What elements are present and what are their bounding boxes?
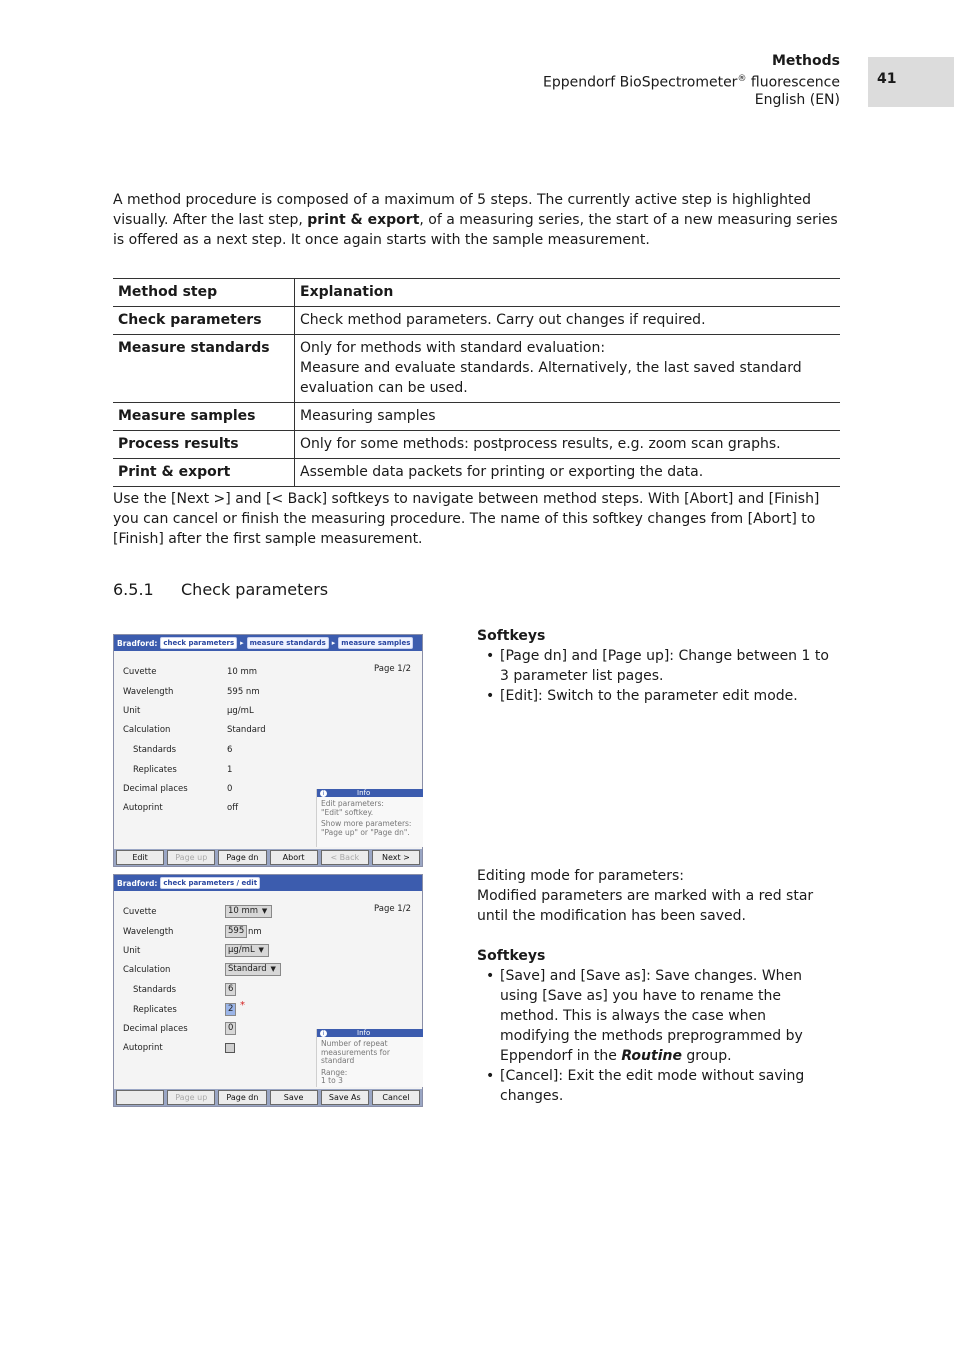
param-value: 6 (227, 745, 233, 755)
intro-paragraph (113, 190, 840, 250)
param-label: Wavelength (123, 687, 174, 697)
header-product (543, 71, 840, 92)
save-as-button[interactable]: Save As (321, 1090, 369, 1105)
param-label: Decimal places (123, 1024, 188, 1034)
list-item-text: [Save] and [Save as]: Save changes. When using [Save as] you have to rename the method. This is always the case when modifying the methods preprogrammed by Eppendorf in the (500, 968, 803, 1064)
table-row (113, 403, 840, 431)
autoprint-checkbox[interactable] (225, 1043, 235, 1053)
tab-measure-standards[interactable]: measure standards (247, 637, 329, 649)
param-label: Unit (123, 946, 141, 956)
info-icon: i (320, 1030, 327, 1037)
header-product-suffix: fluorescence (746, 74, 840, 91)
softkey-bar (114, 849, 422, 866)
softkeys-list (477, 646, 840, 706)
screenshot-check-parameters (113, 634, 423, 867)
page-number-box (868, 57, 954, 107)
next-button[interactable]: Next > (372, 850, 420, 865)
info-line: 1 to 3 (321, 1076, 343, 1085)
table-row (113, 335, 840, 403)
dropdown-arrow-icon: ▼ (270, 965, 276, 973)
info-text (321, 1069, 419, 1086)
routine-emphasis: Routine (621, 1048, 682, 1064)
param-value: 595 nm (227, 687, 260, 697)
param-label: Decimal places (123, 784, 188, 794)
list-item (477, 966, 840, 1066)
wavelength-value: 595 (228, 926, 245, 936)
unit-select[interactable] (225, 944, 269, 957)
info-panel (316, 789, 423, 847)
screen-titlebar (114, 635, 422, 651)
info-text (321, 820, 419, 837)
calculation-value: Standard (228, 964, 267, 974)
info-icon: i (320, 790, 327, 797)
param-label: Replicates (133, 1005, 177, 1015)
dropdown-arrow-icon: ▼ (261, 907, 268, 915)
standards-field[interactable] (225, 983, 236, 996)
tab-check-parameters[interactable]: check parameters (160, 637, 237, 649)
softkey-bar (114, 1089, 422, 1106)
screen-app-name: Bradford: (117, 878, 158, 888)
info-panel (316, 1029, 423, 1087)
param-label: Calculation (123, 725, 171, 735)
table-cell-step: Print & export (113, 459, 295, 487)
info-title: Info (357, 789, 371, 797)
header-language: English (EN) (754, 91, 840, 108)
unit-value: µg/mL (228, 945, 255, 955)
screenshot-edit-parameters (113, 874, 423, 1107)
save-button[interactable]: Save (270, 1090, 318, 1105)
page-indicator: Page 1/2 (374, 664, 411, 674)
edit-button[interactable]: Edit (116, 850, 164, 865)
softkeys-heading: Softkeys (477, 948, 546, 964)
screen-titlebar (114, 875, 422, 891)
table-row (113, 431, 840, 459)
param-label: Replicates (133, 765, 177, 775)
table-row (113, 459, 840, 487)
abort-button[interactable]: Abort (270, 850, 318, 865)
table-cell-step: Check parameters (113, 307, 295, 335)
info-line: Range: (321, 1067, 348, 1077)
table-cell-explanation: Assemble data packets for printing or exporting the data. (295, 459, 841, 487)
info-title: Info (357, 1029, 371, 1037)
page-up-button[interactable]: Page up (167, 850, 215, 865)
param-label: Wavelength (123, 927, 174, 937)
blank-softkey[interactable] (116, 1090, 164, 1105)
header-product-name: Eppendorf BioSpectrometer (542, 74, 738, 91)
info-line: "Edit" softkey. (321, 807, 374, 817)
standards-value: 6 (228, 984, 234, 994)
list-item: • [Edit]: Switch to the parameter edit mode. (477, 686, 840, 706)
table-header-explanation: Explanation (295, 279, 841, 307)
page-dn-button[interactable]: Page dn (218, 850, 266, 865)
calculation-select[interactable] (225, 963, 281, 976)
replicates-field[interactable] (225, 1003, 236, 1016)
list-item: • [Page dn] and [Page up]: Change between 1 to 3 parameter list pages. (477, 646, 840, 686)
param-value: 0 (227, 784, 233, 794)
table-cell-explanation: Check method parameters. Carry out changes if required. (295, 307, 841, 335)
info-header (317, 1029, 423, 1037)
method-steps-table (113, 278, 840, 487)
arrow-icon: ▸ (331, 639, 336, 647)
screen-app-name: Bradford: (117, 638, 158, 648)
param-label: Autoprint (123, 803, 163, 813)
info-line: Edit parameters: (321, 799, 384, 808)
param-value: µg/mL (227, 706, 254, 716)
softkeys-description-1 (477, 626, 840, 706)
cancel-button[interactable]: Cancel (372, 1090, 420, 1105)
section-heading (113, 580, 328, 599)
header-section: Methods (771, 53, 840, 69)
cuvette-value: 10 mm (228, 906, 259, 916)
info-line: "Page up" or "Page dn". (321, 827, 410, 837)
softkeys-list (477, 966, 840, 1106)
softkeys-description-2 (477, 866, 840, 1106)
param-label: Calculation (123, 965, 171, 975)
arrow-icon: ▸ (240, 639, 244, 647)
intro-bold: print & export (307, 212, 420, 228)
cuvette-select[interactable] (225, 905, 272, 918)
param-label: Cuvette (123, 667, 157, 677)
back-button[interactable]: < Back (321, 850, 369, 865)
param-label: Unit (123, 706, 141, 716)
info-text (321, 800, 419, 817)
dropdown-arrow-icon: ▼ (258, 946, 264, 954)
tab-check-parameters-edit[interactable]: check parameters / edit (160, 877, 260, 889)
param-value: off (227, 803, 239, 813)
table-cell-step: Measure samples (113, 403, 295, 431)
param-label: Standards (133, 985, 177, 995)
param-value: 10 mm (227, 667, 258, 677)
table-cell-explanation: Only for methods with standard evaluation: Measure and evaluate standards. Alternatively, the last saved standard evaluation can be used. (295, 335, 841, 403)
page-dn-button[interactable]: Page dn (218, 1090, 266, 1105)
table-cell-step: Process results (113, 431, 295, 459)
list-item: • [Cancel]: Exit the edit mode without saving changes. (477, 1066, 840, 1106)
navigation-paragraph: Use the [Next >] and [< Back] softkeys to navigate between method steps. With [Abort] and [Finish] you can cancel or finish the measuring procedure. The name of this softkey changes from [Abort] to [Finish] after the first sample measurement. (113, 491, 820, 547)
tab-measure-samples[interactable]: measure samples (338, 637, 413, 649)
param-value: 1 (227, 765, 233, 775)
wavelength-unit: nm (248, 927, 262, 937)
param-label: Autoprint (123, 1043, 163, 1053)
edit-mode-paragraph: Editing mode for parameters: Modified parameters are marked with a red star until the modification has been saved. (477, 868, 814, 924)
table-header-step: Method step (113, 279, 295, 307)
intro-text-1: A method procedure is composed of a maximum of 5 steps. The currently active step is highlighted visually. After the last step, (113, 192, 812, 228)
softkeys-heading: Softkeys (477, 628, 546, 644)
param-value: Standard (227, 725, 266, 735)
page-up-button[interactable]: Page up (167, 1090, 215, 1105)
table-cell-step: Measure standards (113, 335, 295, 403)
intro-text-2: , of a measuring series, the start of a new measuring series is offered as a next step. It once again starts with the sample measurement. (113, 212, 838, 248)
table-cell-explanation: Only for some methods: postprocess results, e.g. zoom scan graphs. (295, 431, 841, 459)
info-text: Number of repeat measurements for standard (321, 1039, 390, 1065)
table-cell-explanation: Measuring samples (295, 403, 841, 431)
section-number: 6.5.1 (113, 580, 154, 599)
info-line: Show more parameters: (321, 819, 412, 828)
page-number: 41 (877, 71, 897, 87)
page-indicator: Page 1/2 (374, 904, 411, 914)
list-item-text: group. (681, 1048, 732, 1064)
param-label: Standards (133, 745, 177, 755)
info-header (317, 789, 423, 797)
table-row (113, 307, 840, 335)
param-label: Cuvette (123, 907, 157, 917)
wavelength-field[interactable] (225, 925, 247, 938)
replicates-value: 2 (228, 1004, 234, 1014)
table-header-row (113, 279, 840, 307)
running-header (543, 53, 840, 109)
decimal-places-field[interactable] (225, 1022, 236, 1035)
decimal-value: 0 (228, 1023, 234, 1033)
section-title: Check parameters (181, 580, 329, 599)
modified-star-icon: * (240, 1000, 245, 1011)
registered-mark: ® (737, 73, 747, 84)
